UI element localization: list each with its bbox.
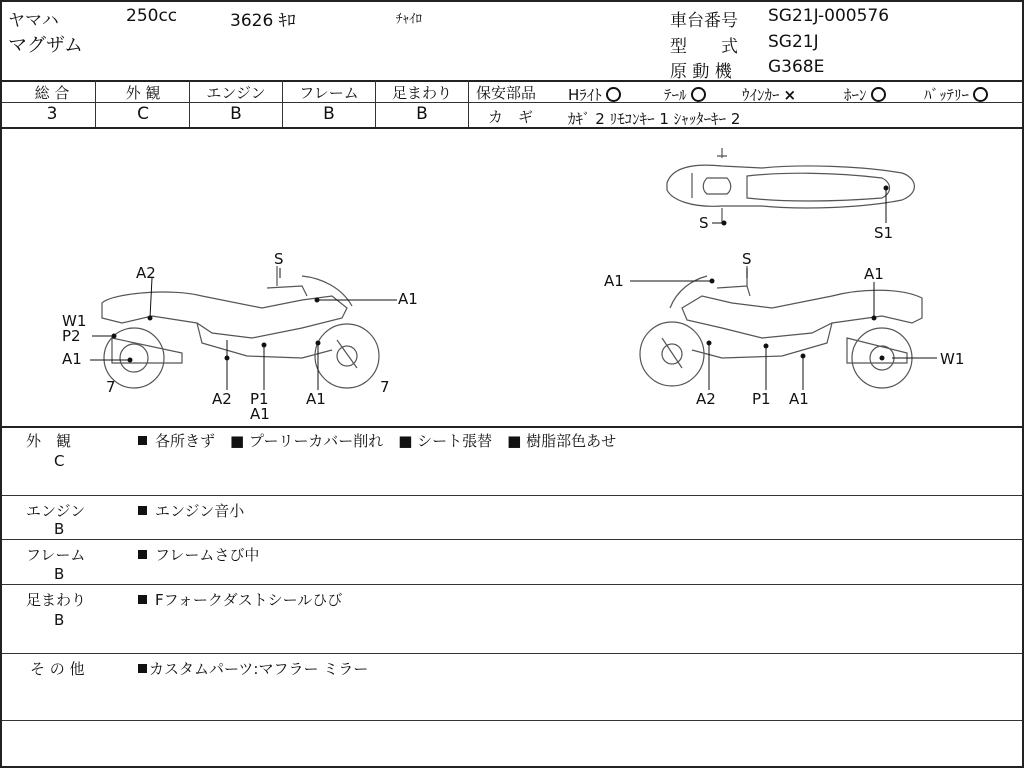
- engine-label: 原 動 機: [670, 62, 732, 82]
- safety-item-horn: ﾎｰﾝ: [844, 84, 886, 105]
- key-value: ｶｷﾞ 2 ﾘﾓｺﾝｷｰ 1 ｼｬｯﾀｰｷｰ 2: [568, 110, 741, 128]
- diagram-label: A2: [136, 264, 156, 282]
- circle-icon: [973, 87, 988, 102]
- remark-category: そ の 他: [30, 660, 85, 678]
- diagram-label: S: [742, 250, 752, 268]
- maker: ヤマハ: [8, 11, 59, 31]
- remark-grade: B: [54, 520, 65, 538]
- remark-text: Fフォークダストシールひび: [138, 589, 342, 610]
- displacement: 250cc: [126, 6, 178, 26]
- diagram-label: P1: [752, 390, 771, 408]
- key-label: カ ギ: [488, 108, 534, 126]
- diagram-label: W1: [62, 312, 87, 330]
- diagram-label: S1: [874, 224, 894, 242]
- diagram-label: A2: [212, 390, 232, 408]
- safety-item-headlight: Hﾗｲﾄ: [568, 84, 621, 105]
- remark-category: フレーム: [26, 546, 86, 564]
- grade-overall: 3: [46, 104, 58, 124]
- remark-grade: B: [54, 611, 65, 629]
- type-value: SG21J: [768, 32, 819, 52]
- safety-item-tail: ﾃｰﾙ: [664, 84, 706, 105]
- diagram-label: S: [274, 250, 284, 268]
- grade-header-suspension: 足まわり: [391, 84, 452, 102]
- diagram-label: A1: [789, 390, 809, 408]
- diagram-label: P1: [250, 390, 269, 408]
- remark-category: 足まわり: [26, 591, 87, 609]
- grade-header-overall: 総 合: [34, 84, 70, 102]
- diagram-label: A1: [250, 405, 270, 423]
- grade-suspension: B: [416, 104, 428, 124]
- diagram-label: P2: [62, 327, 81, 345]
- square-bullet-icon: [138, 550, 147, 559]
- diagram-label: A2: [696, 390, 716, 408]
- square-bullet-icon: [138, 436, 147, 445]
- remark-grade: C: [54, 452, 65, 470]
- diagram-label: A1: [306, 390, 326, 408]
- cross-icon: ×: [783, 86, 797, 104]
- circle-icon: [691, 87, 706, 102]
- grade-frame: B: [323, 104, 335, 124]
- grade-header-exterior: 外 観: [125, 84, 161, 102]
- diagram-label: A1: [604, 272, 624, 290]
- chassis-value: SG21J-000576: [768, 6, 890, 26]
- grade-exterior: C: [137, 104, 149, 124]
- circle-icon: [606, 87, 621, 102]
- color: ﾁｬｲﾛ: [396, 12, 422, 27]
- remark-text: 各所きず ■ プーリーカバー削れ ■ シート張替 ■ 樹脂部色あせ: [138, 430, 616, 451]
- model-name: マグザム: [8, 34, 84, 56]
- diagram-label: S: [699, 214, 709, 232]
- circle-icon: [871, 87, 886, 102]
- remark-text: カスタムパーツ:マフラー ミラー: [138, 658, 368, 679]
- diagram-label: A1: [62, 350, 82, 368]
- grade-header-frame: フレーム: [299, 84, 359, 102]
- engine-value: G368E: [768, 57, 825, 77]
- grade-engine: B: [230, 104, 242, 124]
- diagram-label: A1: [398, 290, 418, 308]
- square-bullet-icon: [138, 664, 147, 673]
- remark-text: エンジン音小: [138, 500, 244, 521]
- diagram-label: 7: [380, 378, 390, 396]
- diagram-label: A1: [864, 265, 884, 283]
- diagram-label: 7: [106, 378, 116, 396]
- square-bullet-icon: [138, 506, 147, 515]
- remark-category: エンジン: [26, 502, 86, 520]
- remark-grade: B: [54, 565, 65, 583]
- safety-item-battery: ﾊﾞｯﾃﾘｰ: [924, 84, 988, 105]
- type-label: 型 式: [670, 37, 738, 57]
- grade-header-engine: エンジン: [206, 84, 266, 102]
- remark-category: 外 観: [26, 432, 72, 450]
- safety-label: 保安部品: [476, 84, 537, 102]
- diagram-label: W1: [940, 350, 965, 368]
- square-bullet-icon: [138, 595, 147, 604]
- safety-item-winker: ｳｲﾝｶｰ ×: [742, 86, 797, 104]
- chassis-label: 車台番号: [670, 11, 738, 31]
- mileage: 3626 ｷﾛ: [230, 11, 296, 31]
- remark-text: フレームさび中: [138, 544, 259, 565]
